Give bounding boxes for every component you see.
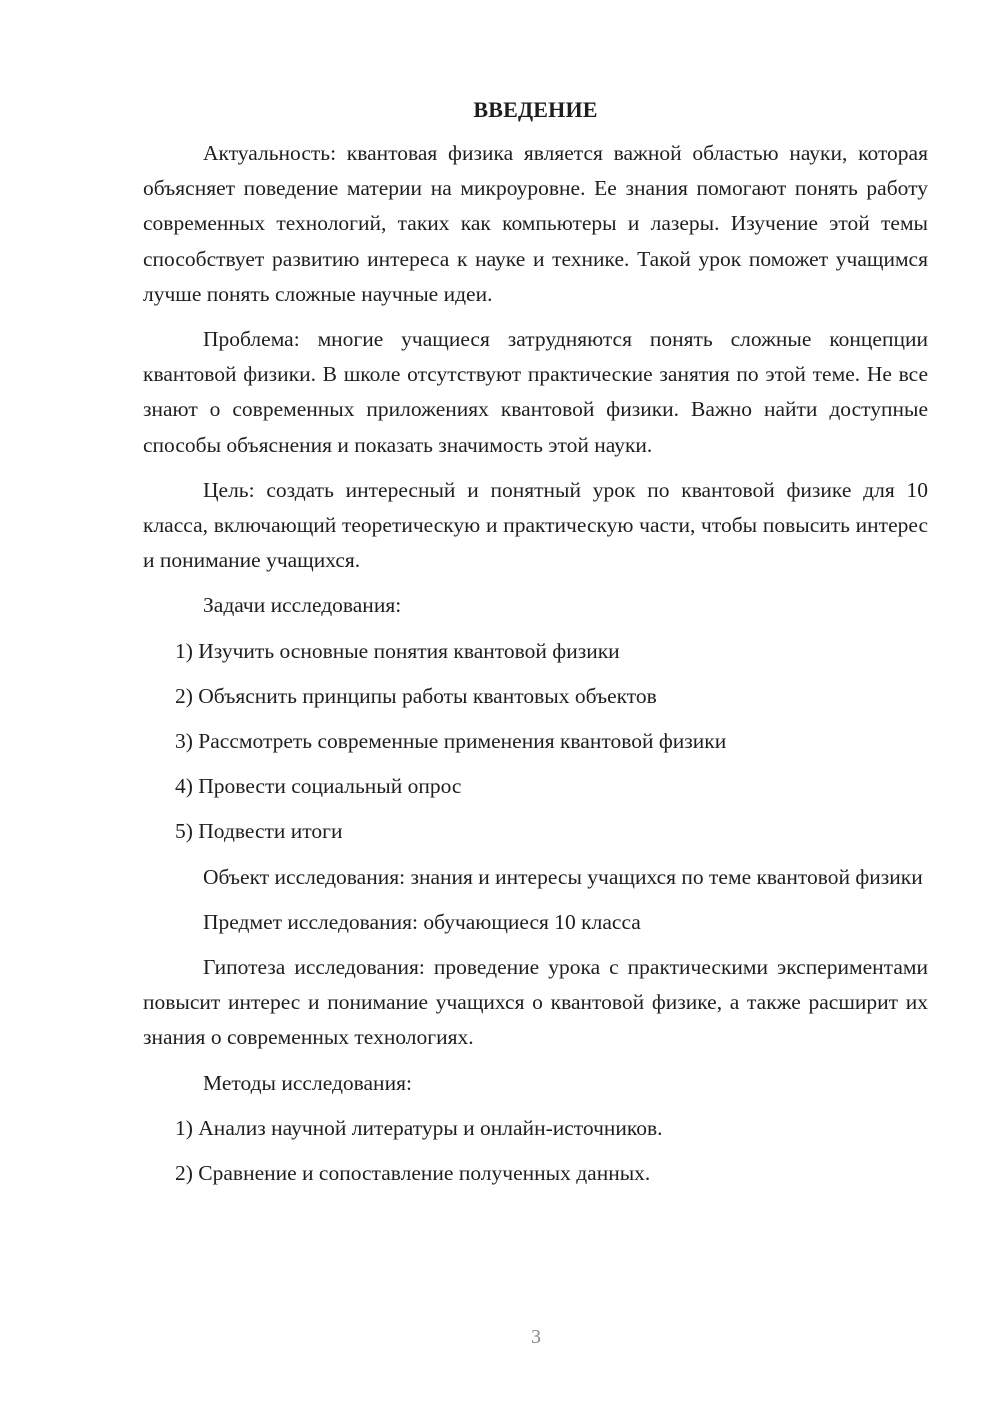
problem-paragraph: Проблема: многие учащиеся затрудняются понять сложные концепции квантовой физики. В школе отсутствуют практические занятия по этой теме. Не все знают о современных приложениях квантовой физики. Важно найти доступные способы объяснения и показать значимость этой науки. — [143, 327, 928, 457]
section-title: ВВЕДЕНИЕ — [473, 97, 598, 122]
list-item: 5) Подвести итоги — [175, 819, 343, 844]
list-item: 1) Анализ научной литературы и онлайн-источников. — [175, 1115, 663, 1140]
list-item: 2) Объяснить принципы работы квантовых объектов — [175, 683, 657, 708]
page-number: 3 — [531, 1326, 541, 1348]
tasks-heading: Задачи исследования: — [203, 593, 402, 618]
list-item: 1) Изучить основные понятия квантовой физики — [175, 638, 620, 663]
subject-paragraph: Предмет исследования: обучающиеся 10 класса — [203, 909, 641, 934]
list-item: 3) Рассмотреть современные применения квантовой физики — [175, 729, 727, 754]
list-item: 4) Провести социальный опрос — [175, 774, 462, 799]
tasks-list — [143, 634, 928, 850]
hypothesis-paragraph: Гипотеза исследования: проведение урока с практическими экспериментами повысит интерес и понимание учащихся о квантовой физике, а также расширит их знания о современных технологиях. — [143, 955, 928, 1050]
list-item: 2) Сравнение и сопоставление полученных данных. — [175, 1161, 651, 1186]
goal-paragraph: Цель: создать интересный и понятный урок по квантовой физике для 10 класса, включающий теоретическую и практическую части, чтобы повысить интерес и понимание учащихся. — [143, 477, 928, 573]
document-page — [143, 92, 928, 1201]
relevance-paragraph: Актуальность: квантовая физика является важной областью науки, которая объясняет поведение материи на микроуровне. Ее знания помогают понять работу современных технологий, таких как компьютеры и лазеры. Изучение этой темы способствует развитию интереса к науке и технике. Такой урок поможет учащимся лучше понять сложные научные идеи. — [143, 141, 928, 306]
object-paragraph: Объект исследования: знания и интересы учащихся по теме квантовой физики — [203, 864, 923, 889]
methods-heading: Методы исследования: — [203, 1070, 412, 1095]
methods-list — [143, 1111, 928, 1191]
